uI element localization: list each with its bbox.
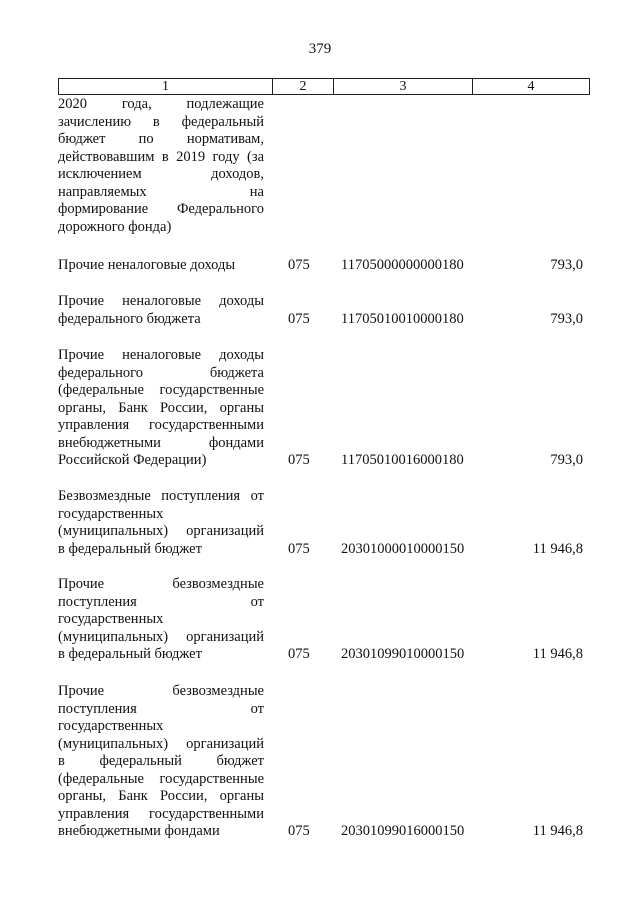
table-row (58, 96, 590, 236)
admin-code: 075 (288, 646, 310, 662)
description-line: поступления от (58, 700, 264, 717)
description-line: государственных (58, 718, 164, 734)
table-header (58, 78, 590, 95)
description-line: (федеральные государственные (58, 382, 264, 398)
row-description (58, 488, 264, 558)
amount: 793,0 (550, 257, 583, 273)
header-col-3: 3 (334, 79, 473, 94)
description-line: действовавшим в 2019 году (за (58, 148, 264, 165)
row-description (58, 96, 264, 236)
admin-code: 075 (288, 540, 310, 557)
header-col-4: 4 (527, 79, 535, 94)
description-line: направляемых на (58, 183, 264, 200)
description-line: Прочие неналоговые доходы (58, 293, 264, 309)
description-line: государственных (58, 611, 164, 627)
row-description (58, 347, 264, 470)
description-line: федерального бюджета (58, 364, 264, 381)
row-description (58, 257, 264, 275)
description-line: дорожного фонда) (58, 218, 172, 235)
budget-code: 20301099016000150 (341, 823, 465, 839)
description-line: зачислению в федеральный (58, 113, 264, 130)
page-number: 379 (308, 41, 332, 57)
budget-code: 20301000010000150 (341, 540, 465, 557)
description-line: (муниципальных) организаций (58, 523, 264, 539)
description-line: внебюджетными фондами (58, 434, 264, 451)
table-row (58, 488, 590, 558)
budget-code: 11705010010000180 (341, 310, 464, 327)
description-line: управления государственными (58, 417, 264, 433)
budget-code: 11705000000000180 (341, 257, 464, 273)
description-line: поступления от (58, 593, 264, 610)
description-line: органы, Банк России, органы (58, 788, 264, 804)
budget-code: 11705010016000180 (341, 452, 464, 468)
description-line: в федеральный бюджет (58, 540, 202, 557)
description-line: управления государственными (58, 805, 264, 822)
row-description (58, 576, 264, 664)
description-line: (муниципальных) организаций (58, 735, 264, 752)
table-row (58, 347, 590, 470)
description-line: бюджет по нормативам, (58, 131, 264, 147)
description-line: (федеральные государственные (58, 770, 264, 787)
description-line: Российской Федерации) (58, 452, 207, 468)
description-line: 2020 года, подлежащие (58, 96, 264, 112)
table-row (58, 293, 590, 328)
admin-code: 075 (288, 823, 310, 839)
table-row (58, 257, 590, 275)
amount: 11 946,8 (532, 646, 583, 662)
description-line: федерального бюджета (58, 310, 201, 327)
description-line: (муниципальных) организаций (58, 628, 264, 645)
description-line: Прочие неналоговые доходы (58, 257, 236, 273)
admin-code: 075 (288, 310, 310, 327)
row-description (58, 683, 264, 841)
description-line: Прочие неналоговые доходы (58, 347, 264, 363)
description-line: формирование Федерального (58, 201, 264, 217)
admin-code: 075 (288, 257, 310, 273)
table-row (58, 683, 590, 841)
description-line: исключением доходов, (58, 166, 264, 182)
description-line: внебюджетными фондами (58, 823, 220, 839)
header-col-1: 1 (59, 79, 273, 94)
description-line: Прочие безвозмездные (58, 683, 264, 699)
description-line: государственных (58, 505, 164, 522)
header-col-2: 2 (273, 79, 334, 94)
amount: 11 946,8 (532, 540, 583, 557)
description-line: органы, Банк России, органы (58, 399, 264, 416)
admin-code: 075 (288, 452, 310, 468)
amount: 793,0 (550, 310, 583, 327)
description-line: в федеральный бюджет (58, 753, 264, 769)
budget-code: 20301099010000150 (341, 646, 465, 662)
table-row (58, 576, 590, 664)
amount: 11 946,8 (532, 823, 583, 839)
description-line: Прочие безвозмездные (58, 576, 264, 592)
row-description (58, 293, 264, 328)
description-line: в федеральный бюджет (58, 646, 202, 662)
amount: 793,0 (550, 452, 583, 468)
description-line: Безвозмездные поступления от (58, 488, 264, 504)
